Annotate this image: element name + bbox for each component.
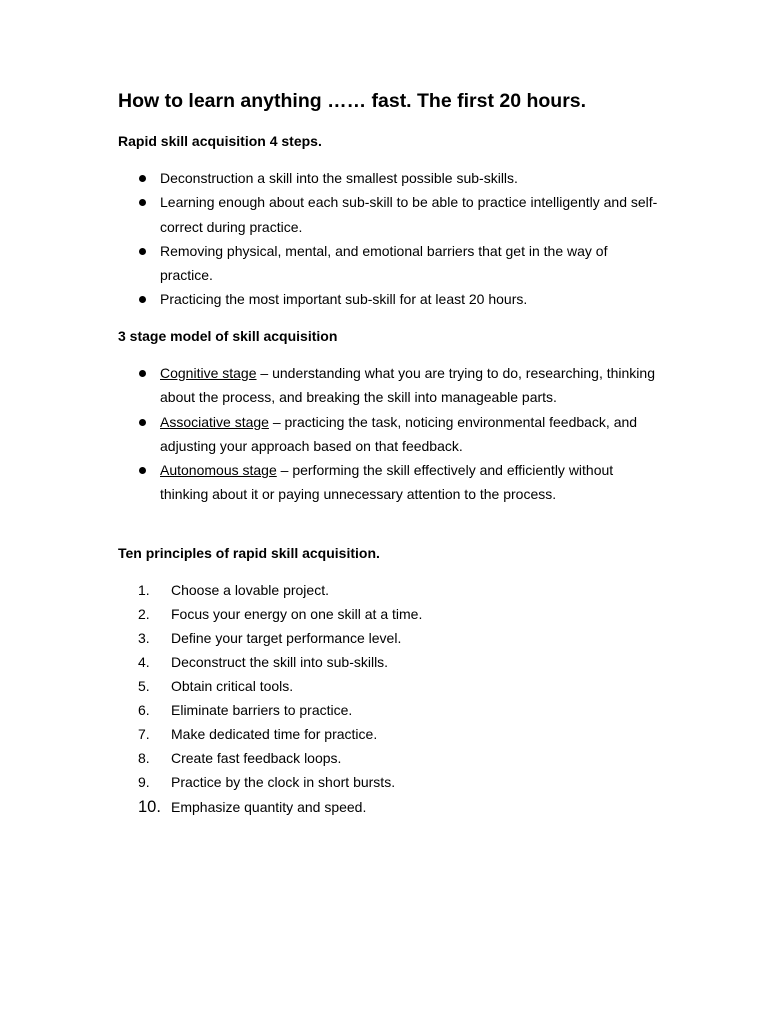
list-item-text: Make dedicated time for practice. bbox=[171, 726, 378, 742]
list-item-number: 5. bbox=[138, 678, 150, 694]
list-item-text: Learning enough about each sub-skill to be able to practice intelligently and self-correct during practice. bbox=[160, 194, 658, 235]
list-item bbox=[0, 410, 660, 459]
list-item bbox=[0, 650, 768, 674]
stage-term: Cognitive stage bbox=[160, 365, 257, 381]
document-title: How to learn anything …… fast. The first 20 hours. bbox=[118, 90, 587, 112]
list-item bbox=[0, 794, 768, 818]
list-item bbox=[0, 698, 768, 722]
list-item bbox=[0, 746, 768, 770]
stage-description: – performing the skill effectively and efficiently without thinking about it or paying unnecessary attention to the process. bbox=[160, 462, 614, 503]
list-item bbox=[0, 578, 768, 602]
stage-description: – practicing the task, noticing environmental feedback, and adjusting your approach based on that feedback. bbox=[160, 413, 638, 454]
section-heading-ten-principles: Ten principles of rapid skill acquisition. bbox=[118, 545, 380, 561]
list-item-number: 1. bbox=[138, 582, 150, 598]
list-item-text: Removing physical, mental, and emotional barriers that get in the way of practice. bbox=[160, 242, 608, 284]
list-item-text: Choose a lovable project. bbox=[171, 582, 329, 598]
list-item-number: 7. bbox=[138, 726, 150, 742]
bullet-icon bbox=[139, 419, 146, 426]
list-item-text: Focus your energy on one skill at a time. bbox=[171, 606, 423, 622]
bullet-icon bbox=[139, 370, 146, 377]
list-item-text: Obtain critical tools. bbox=[171, 678, 294, 694]
list-item bbox=[0, 166, 660, 190]
list-item bbox=[0, 361, 660, 410]
numbered-list-principles bbox=[0, 578, 768, 818]
list-item bbox=[0, 602, 768, 626]
bullet-icon bbox=[139, 296, 146, 303]
list-item bbox=[0, 626, 768, 650]
list-item bbox=[0, 239, 660, 288]
list-item bbox=[0, 722, 768, 746]
bullet-list-stages bbox=[0, 361, 768, 507]
list-item-number: 4. bbox=[138, 654, 150, 670]
bullet-icon bbox=[139, 467, 146, 474]
stage-description: – understanding what you are trying to do, researching, thinking about the process, and breaking the skill into manageable parts. bbox=[160, 365, 655, 406]
list-item-number: 8. bbox=[138, 750, 150, 766]
bullet-icon bbox=[139, 175, 146, 182]
bullet-icon bbox=[139, 248, 146, 255]
list-item bbox=[0, 190, 660, 239]
list-item-number: 2. bbox=[138, 606, 150, 622]
list-item-text: Practicing the most important sub-skill for at least 20 hours. bbox=[160, 291, 528, 308]
list-item bbox=[0, 458, 660, 507]
list-item-number: 9. bbox=[138, 774, 150, 790]
list-item-text: Emphasize quantity and speed. bbox=[171, 799, 367, 815]
stage-term: Associative stage bbox=[160, 413, 269, 430]
list-item-text: Practice by the clock in short bursts. bbox=[171, 774, 396, 790]
list-item bbox=[0, 287, 660, 311]
list-item-text: Eliminate barriers to practice. bbox=[171, 702, 353, 718]
list-item bbox=[0, 770, 768, 794]
section-heading-stage-model: 3 stage model of skill acquisition bbox=[118, 328, 338, 344]
list-item-text: Define your target performance level. bbox=[171, 630, 402, 646]
bullet-list-steps bbox=[0, 166, 768, 312]
section-heading-rapid-skill-steps: Rapid skill acquisition 4 steps. bbox=[118, 133, 322, 149]
bullet-icon bbox=[139, 199, 146, 206]
list-item-number: 3. bbox=[138, 630, 150, 646]
list-item-text: Deconstruct the skill into sub-skills. bbox=[171, 654, 389, 670]
list-item bbox=[0, 674, 768, 698]
stage-term: Autonomous stage bbox=[160, 462, 277, 479]
list-item-number: 6. bbox=[138, 702, 150, 718]
list-item-number: 10. bbox=[138, 798, 161, 816]
list-item-text: Create fast feedback loops. bbox=[171, 750, 342, 766]
list-item-text: Deconstruction a skill into the smallest possible sub-skills. bbox=[160, 170, 518, 186]
